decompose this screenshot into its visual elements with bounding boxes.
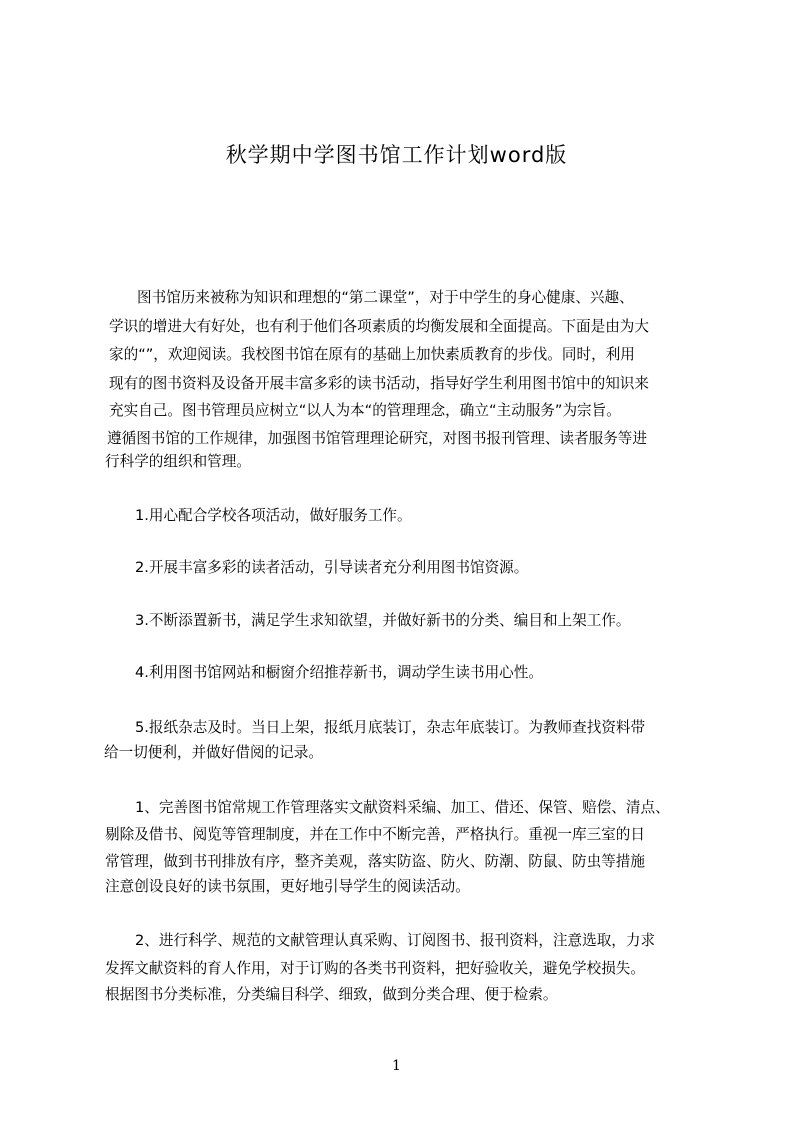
text-line: 行科学的组织和管理。	[105, 453, 251, 470]
text-line: 现有的图书资料及设备开展丰富多彩的读书活动，指导好学生利用图书馆中的知识来	[109, 375, 649, 392]
list-item: 4.利用图书馆网站和橱窗介绍推荐新书，调动学生读书用心性。	[135, 664, 543, 681]
text-line: 剔除及借书、阅览等管理制度，并在工作中不断完善，严格执行。重视一库三室的日	[105, 826, 645, 843]
list-item: 3.不断添置新书，满足学生求知欲望，并做好新书的分类、编目和上架工作。	[135, 612, 631, 629]
list-item: 1.用心配合学校各项活动，做好服务工作。	[135, 507, 412, 524]
text-line: 学识的增进大有好处，也有利于他们各项素质的均衡发展和全面提高。下面是由为大	[109, 318, 649, 335]
document-title: 秋学期中学图书馆工作计划word版	[225, 143, 568, 167]
text-line: 发挥文献资料的育人作用，对于订购的各类书刊资料，把好验收关，避免学校损失。	[105, 960, 645, 977]
text-line: 遵循图书馆的工作规律，加强图书馆管理理论研究，对图书报刊管理、读者服务等进	[107, 430, 647, 447]
text-line: 给一切便利，并做好借阅的记录。	[104, 744, 323, 761]
text-line: 根据图书分类标准，分类编目科学、细致，做到分类合理、便于检索。	[105, 986, 558, 1003]
text-line: 注意创设良好的读书氛围，更好地引导学生的阅读活动。	[105, 878, 470, 895]
page-number: 1	[392, 1058, 401, 1074]
text-line: 2、进行科学、规范的文献管理认真采购、订阅图书、报刊资料，注意选取，力求	[135, 932, 656, 949]
text-line: 充实自己。图书管理员应树立“以人为本“的管理理念，确立“主动服务”为宗旨。	[109, 402, 621, 419]
text-line: 图书馆历来被称为知识和理想的“第二课堂”，对于中学生的身心健康、兴趣、	[137, 289, 634, 306]
list-item: 2.开展丰富多彩的读者活动，引导读者充分利用图书馆资源。	[135, 559, 529, 576]
text-line: 家的“”，欢迎阅读。我校图书馆在原有的基础上加快素质教育的步伐。同时，利用	[109, 346, 635, 363]
text-line: 5.报纸杂志及时。当日上架，报纸月底装订，杂志年底装订。为教师查找资料带	[135, 719, 646, 736]
text-line: 常管理，做到书刊排放有序，整齐美观，落实防盗、防火、防潮、防鼠、防虫等措施	[105, 853, 645, 870]
text-line: 1、完善图书馆常规工作管理落实文献资料采编、加工、借还、保管、赔偿、清点、	[135, 799, 670, 816]
